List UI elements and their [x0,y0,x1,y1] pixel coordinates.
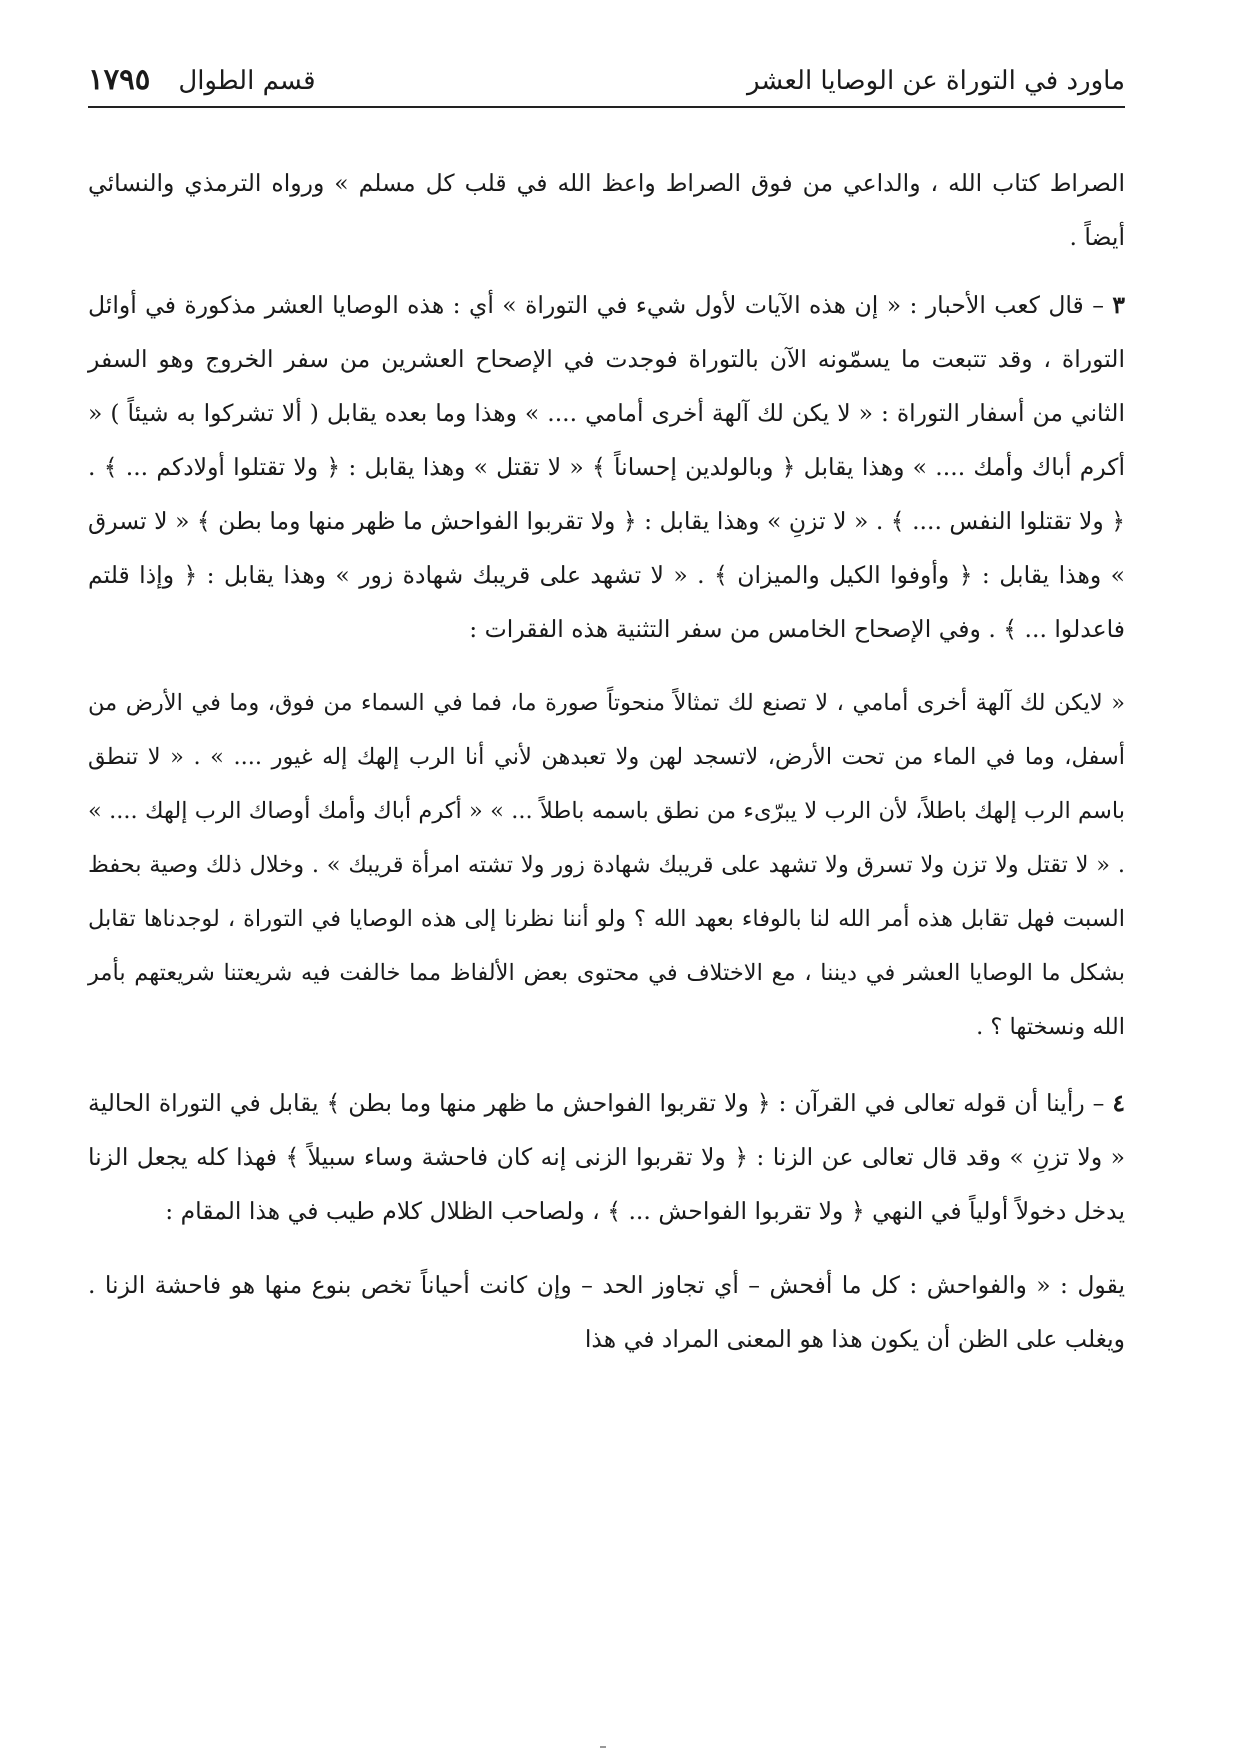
page-number: ١٧٩٥ [88,62,151,96]
header-left-group [88,62,316,96]
paragraph-5: يقول : « والفواحش : كل ما أفحش – أي تجاوز الحد – وإن كانت أحياناً تخص بنوع منها هو فاحشة الزنا . ويغلب على الظن أن يكون هذا هو المعنى المراد في هذا [88,1271,1125,1353]
paragraph-2 [88,278,1125,656]
running-header [88,62,1125,108]
header-title: ماورد في التوراة عن الوصايا العشر [746,66,1125,96]
paragraph-4-text: – رأينا أن قوله تعالى في القرآن : ﴿ ولا تقربوا الفواحش ما ظهر منها وما بطن ﴾ يقابل في التوراة الحالية « ولا تزنِ » وقد قال تعالى عن الزنا : ﴿ ولا تقربوا الزنى إنه كان فاحشة وساء سبيلاً ﴾ فهذا كله يجعل الزنا يدخل دخولاً أولياً في النهي ﴿ ولا تقربوا الفواحش ... ﴾ ، ولصاحب الظلال كلام طيب في هذا المقام : [88,1089,1125,1225]
paragraph-4 [88,1076,1125,1238]
paragraph-3-quotation: « لايكن لك آلهة أخرى أمامي ، لا تصنع لك تمثالاً منحوتاً صورة ما، فما في السماء من فوق، وما في الأرض من أسفل، وما في الماء من تحت الأرض، لاتسجد لهن ولا تعبدهن لأني أنا الرب إلهك إله غيور .... » . « لا تنطق باسم الرب إلهك باطلاً، لأن الرب لا يبرّىء من نطق باسمه باطلاً ... » « أكرم أباك وأمك أوصاك الرب إلهك .... » . « لا تقتل ولا تزن ولا تسرق ولا تشهد على قريبك شهادة زور ولا تشته امرأة قريبك » . وخلال ذلك وصية بحفظ السبت فهل تقابل هذه أمر الله لنا بالوفاء بعهد الله ؟ ولو أننا نظرنا إلى هذه الوصايا في التوراة ، لوجدناها تقابل بشكل ما الوصايا العشر في ديننا ، مع الاختلاف في محتوى بعض الألفاظ مما خالفت فيه شريعتنا شريعتهم بأمر الله ونسختها ؟ . [88,690,1125,1040]
paragraph-2-number: ٣ [1112,291,1125,319]
paragraph-2-text: – قال كعب الأحبار : « إن هذه الآيات لأول شيء في التوراة » أي : هذه الوصايا العشر مذكورة في أوائل التوراة ، وقد تتبعت ما يسمّونه الآن بالتوراة فوجدت في الإصحاح العشرين من سفر الخروج وهو السفر الثاني من أسفار التوراة : « لا يكن لك آلهة أخرى أمامي .... » وهذا وما بعده يقابل ( ألا تشركوا به شيئاً ) « أكرم أباك وأمك .... » وهذا يقابل ﴿ وبالولدين إحساناً ﴾ « لا تقتل » وهذا يقابل : ﴿ ولا تقتلوا أولادكم ... ﴾ . ﴿ ولا تقتلوا النفس .... ﴾ . « لا تزنِ » وهذا يقابل : ﴿ ولا تقربوا الفواحش ما ظهر منها وما بطن ﴾ « لا تسرق » وهذا يقابل : ﴿ وأوفوا الكيل والميزان ﴾ . « لا تشهد على قريبك شهادة زور » وهذا يقابل : ﴿ وإذا قلتم فاعدلوا ... ﴾ . وفي الإصحاح الخامس من سفر التثنية هذه الفقرات : [88,291,1125,643]
header-section: قسم الطوال [178,66,316,96]
paragraph-1: الصراط كتاب الله ، والداعي من فوق الصراط واعظ الله في قلب كل مسلم » ورواه الترمذي والنسائي أيضاً . [88,169,1125,251]
bottom-mark [600,1746,606,1748]
paragraph-4-number: ٤ [1112,1089,1125,1117]
